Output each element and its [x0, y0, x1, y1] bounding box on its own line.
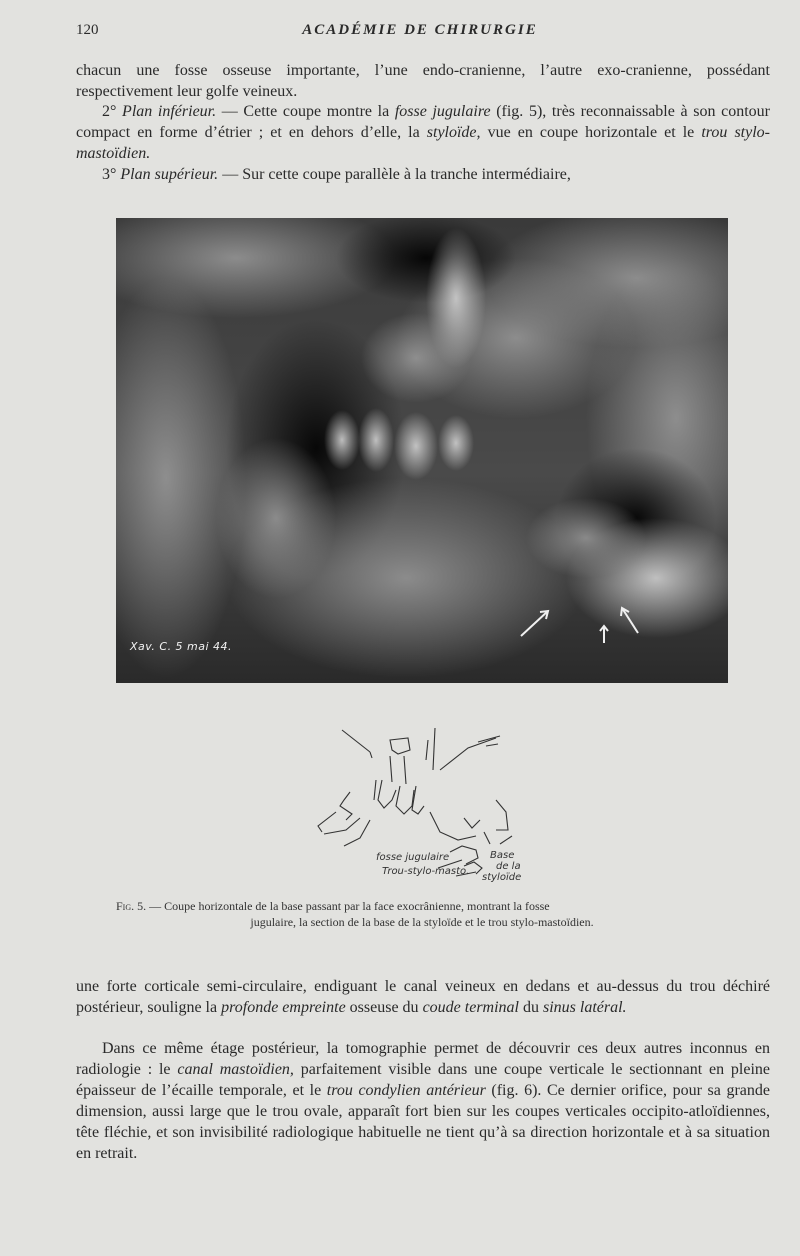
top-p3-a: — Sur cette coupe parallèle à la tranche intermédiaire, [218, 166, 571, 183]
term-fosse-jugulaire: fosse jugulaire [394, 103, 491, 120]
figure-caption [116, 898, 728, 930]
top-p1-text: chacun une fosse osseuse importante, l’une endo-cranienne, l’autre exo-cranienne, possédant respectivement leur golfe veineux. [76, 62, 770, 100]
anatomy-diagram [300, 720, 560, 895]
photo-signature: Xav. C. 5 mai 44. [130, 640, 233, 653]
term-trou-condylien: trou condylien antérieur [326, 1082, 486, 1099]
label-de-la: de la [496, 861, 521, 872]
bottom-p1-b: osseuse du [345, 999, 423, 1016]
caption-figure-number: Fig. 5. [116, 899, 147, 913]
top-p3-lead: 3° [102, 166, 121, 183]
top-p2-c: vue en coupe horizontale et le [480, 124, 702, 141]
bottom-p1-a: une forte corticale semi-circulaire, endiguant le canal veineux en dedans et au-dessus du trou déchiré postérieur, souligne la [76, 978, 770, 1016]
top-paragraph-3 [76, 164, 770, 185]
bottom-p2-a: Dans ce même étage postérieur, la tomographie permet de découvrir ces deux autres inconnus en radiologie : le [76, 1040, 770, 1078]
label-base: Base [490, 850, 515, 861]
label-fosse-jugulaire: fosse jugulaire [376, 852, 450, 863]
page-number: 120 [76, 22, 99, 38]
term-canal-mastoidien: canal mastoïdien, [177, 1061, 294, 1078]
bottom-p2-c: (fig. 6). Ce dernier orifice, pour sa grande dimension, aussi large que le trou ovale, apparaît fort bien sur les coupes verticales occipito-atloïdiennes, tête fléchie, et son invisibilité radiologique habituelle ne tient qu’à sa direction horizontale et à sa situation en retrait. [76, 1082, 770, 1162]
bottom-paragraph-2 [76, 1038, 770, 1164]
caption-text-line2: jugulaire, la section de la base de la styloïde et le trou stylo-mastoïdien. [250, 915, 594, 929]
top-p2-a: — Cette coupe montre la [216, 103, 395, 120]
term-sinus-lateral: sinus latéral. [542, 999, 627, 1016]
top-paragraph-1 [76, 60, 770, 102]
top-p2-b: (fig. 5), très reconnaissable à son contour compact en forme d’étrier ; et en dehors d’elle, la [76, 103, 770, 141]
running-title: ACADÉMIE DE CHIRURGIE [302, 22, 538, 38]
term-trou-stylo-mastoidien: trou stylo-mastoïdien. [76, 124, 770, 162]
tomography-photo [116, 218, 728, 683]
tomography-image [116, 218, 728, 683]
term-profonde-empreinte: profonde empreinte [221, 999, 346, 1016]
top-p2-lead: 2° [102, 103, 123, 120]
top-paragraph-2 [76, 101, 770, 164]
label-trou-stylo-masto: Trou-stylo-masto. [382, 866, 470, 877]
term-coude-terminal: coude terminal [422, 999, 519, 1016]
term-styloide: styloïde, [426, 124, 481, 141]
label-styloide: styloïde [482, 872, 522, 883]
bottom-p2-b: parfaitement visible dans une coupe verticale le sectionnant en pleine épaisseur de l’écaille temporale, et le [76, 1061, 771, 1099]
plan-inferieur-heading: Plan inférieur. [122, 103, 217, 120]
plan-superieur-heading: Plan supérieur. [120, 166, 219, 183]
caption-text-line1: — Coupe horizontale de la base passant par la face exocrânienne, montrant la fosse [146, 899, 550, 913]
bottom-p1-c: du [518, 999, 543, 1016]
bottom-paragraph-1 [76, 976, 770, 1018]
